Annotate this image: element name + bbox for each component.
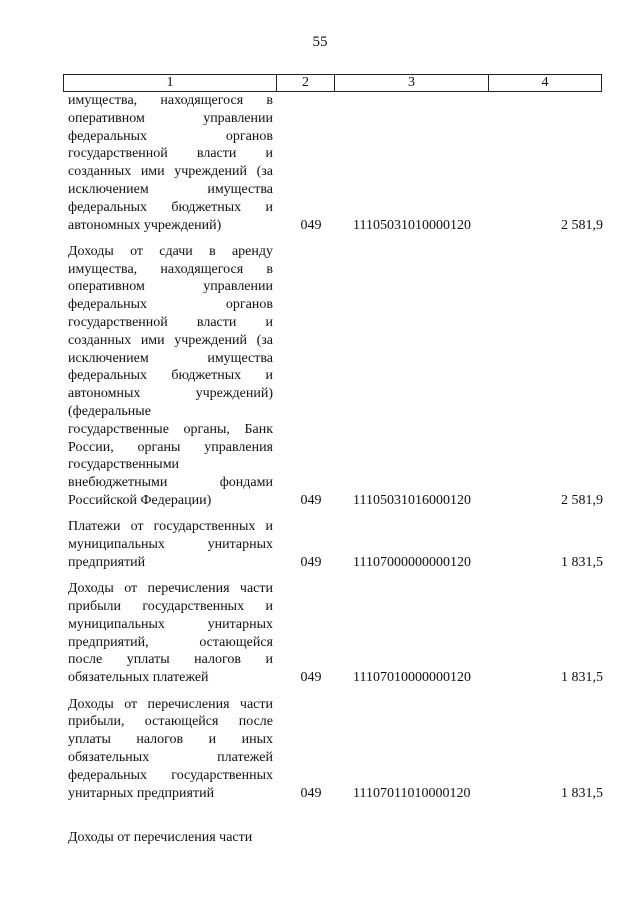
table-row xyxy=(0,829,640,847)
description-line: государственной власти и xyxy=(68,146,273,162)
header-col-2: 2 xyxy=(277,75,335,91)
description-line: государственными xyxy=(68,457,180,473)
row-amount: 2 581,9 xyxy=(561,217,603,233)
row-amount: 2 581,9 xyxy=(561,493,603,509)
description-line: России, органы управления xyxy=(68,439,273,455)
table-row xyxy=(0,696,640,803)
description-line: Доходы от перечисления части xyxy=(68,829,253,845)
description-line: унитарных предприятий xyxy=(68,785,215,801)
description-line: Доходы от сдачи в аренду xyxy=(68,243,273,259)
row-description xyxy=(68,580,273,687)
table-row xyxy=(0,92,640,234)
description-line: обязательных платежей xyxy=(68,670,209,686)
description-line: федеральных бюджетных и xyxy=(68,199,273,215)
row-admin-code: 049 xyxy=(300,217,322,233)
row-admin-code: 049 xyxy=(300,785,322,801)
row-budget-code: 11107010000000120 xyxy=(353,670,471,686)
row-budget-code: 11105031016000120 xyxy=(353,493,471,509)
description-line: исключением имущества xyxy=(68,181,273,197)
description-line: имущества, находящегося в xyxy=(68,261,273,277)
description-line: прибыли государственных и xyxy=(68,599,273,615)
row-budget-code: 11105031010000120 xyxy=(353,217,471,233)
page-number: 55 xyxy=(312,34,328,50)
header-col-3: 3 xyxy=(335,75,489,91)
table-row xyxy=(0,243,640,510)
description-line: уплаты налогов и иных xyxy=(68,732,273,748)
description-line: созданных ими учреждений (за xyxy=(68,332,273,348)
row-description xyxy=(68,518,273,571)
description-line: оперативном управлении xyxy=(68,110,273,126)
row-admin-code: 049 xyxy=(300,554,322,570)
row-amount: 1 831,5 xyxy=(561,670,603,686)
description-line: автономных учреждений) xyxy=(68,217,222,233)
description-line: государственной власти и xyxy=(68,315,273,331)
description-line: созданных ими учреждений (за xyxy=(68,164,273,180)
description-line: Доходы от перечисления части xyxy=(68,581,273,597)
description-line: Платежи от государственных и xyxy=(68,519,273,535)
row-description xyxy=(68,92,273,234)
table-header xyxy=(63,74,602,92)
description-line: муниципальных унитарных xyxy=(68,616,273,632)
row-description xyxy=(68,696,273,803)
description-line: после уплаты налогов и xyxy=(68,652,273,668)
row-amount: 1 831,5 xyxy=(561,554,603,570)
description-line: Доходы от перечисления части xyxy=(68,696,273,712)
table-row xyxy=(0,518,640,571)
row-admin-code: 049 xyxy=(300,670,322,686)
row-amount: 1 831,5 xyxy=(561,785,603,801)
description-line: Российской Федерации) xyxy=(68,493,212,509)
description-line: имущества, находящегося в xyxy=(68,93,273,108)
description-line: государственные органы, Банк xyxy=(68,421,273,437)
table-row xyxy=(0,580,640,687)
row-description xyxy=(68,243,273,510)
description-line: обязательных платежей xyxy=(68,749,273,765)
description-line: исключением имущества xyxy=(68,350,273,366)
description-line: предприятий, остающейся xyxy=(68,634,273,650)
description-line: федеральных бюджетных и xyxy=(68,368,273,384)
header-col-1: 1 xyxy=(64,75,277,91)
description-line: внебюджетными фондами xyxy=(68,475,273,491)
description-line: оперативном управлении xyxy=(68,279,273,295)
header-col-4: 4 xyxy=(541,75,549,90)
description-line: федеральных органов xyxy=(68,297,273,313)
row-budget-code: 11107011010000120 xyxy=(353,785,471,801)
row-description xyxy=(68,829,273,847)
description-line: муниципальных унитарных xyxy=(68,537,273,553)
description-line: автономных учреждений) xyxy=(68,386,273,402)
description-line: федеральных органов xyxy=(68,128,273,144)
description-line: предприятий xyxy=(68,554,146,570)
row-admin-code: 049 xyxy=(300,493,322,509)
description-line: (федеральные xyxy=(68,404,151,420)
description-line: прибыли, остающейся после xyxy=(68,714,273,730)
row-budget-code: 11107000000000120 xyxy=(353,554,471,570)
description-line: федеральных государственных xyxy=(68,767,273,783)
